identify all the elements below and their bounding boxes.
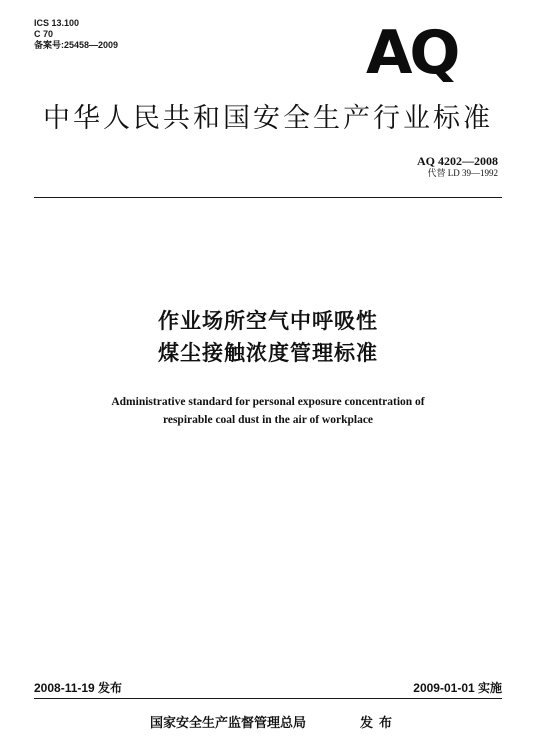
release-date: 2008-11-19 发布 [34,681,123,695]
aq-logo: AQ [366,18,458,88]
title-cn-line2: 煤尘接触浓度管理标准 [158,341,378,365]
title-en-line2: respirable coal dust in the air of workplace [162,414,374,426]
issuing-authority: 国家安全生产监督管理总局 [150,716,307,731]
classification-block [34,18,118,51]
title-en-line1: Administrative standard for personal exposure concentration of [111,396,425,408]
ccs-code: C 70 [34,29,54,39]
issue-label: 发布 [360,716,399,731]
ics-code: ICS 13.100 [34,18,80,28]
record-number: 备案号:25458—2009 [34,40,119,50]
standard-type-heading: 中华人民共和国安全生产行业标准 [43,103,493,134]
title-cn-line1: 作业场所空气中呼吸性 [158,309,378,333]
top-divider [34,197,502,198]
replaces-standard: 代替 LD 39—1992 [427,168,498,178]
standard-number: AQ 4202—2008 [417,154,498,168]
implement-date: 2009-01-01 实施 [413,681,502,695]
bottom-divider [34,698,502,699]
